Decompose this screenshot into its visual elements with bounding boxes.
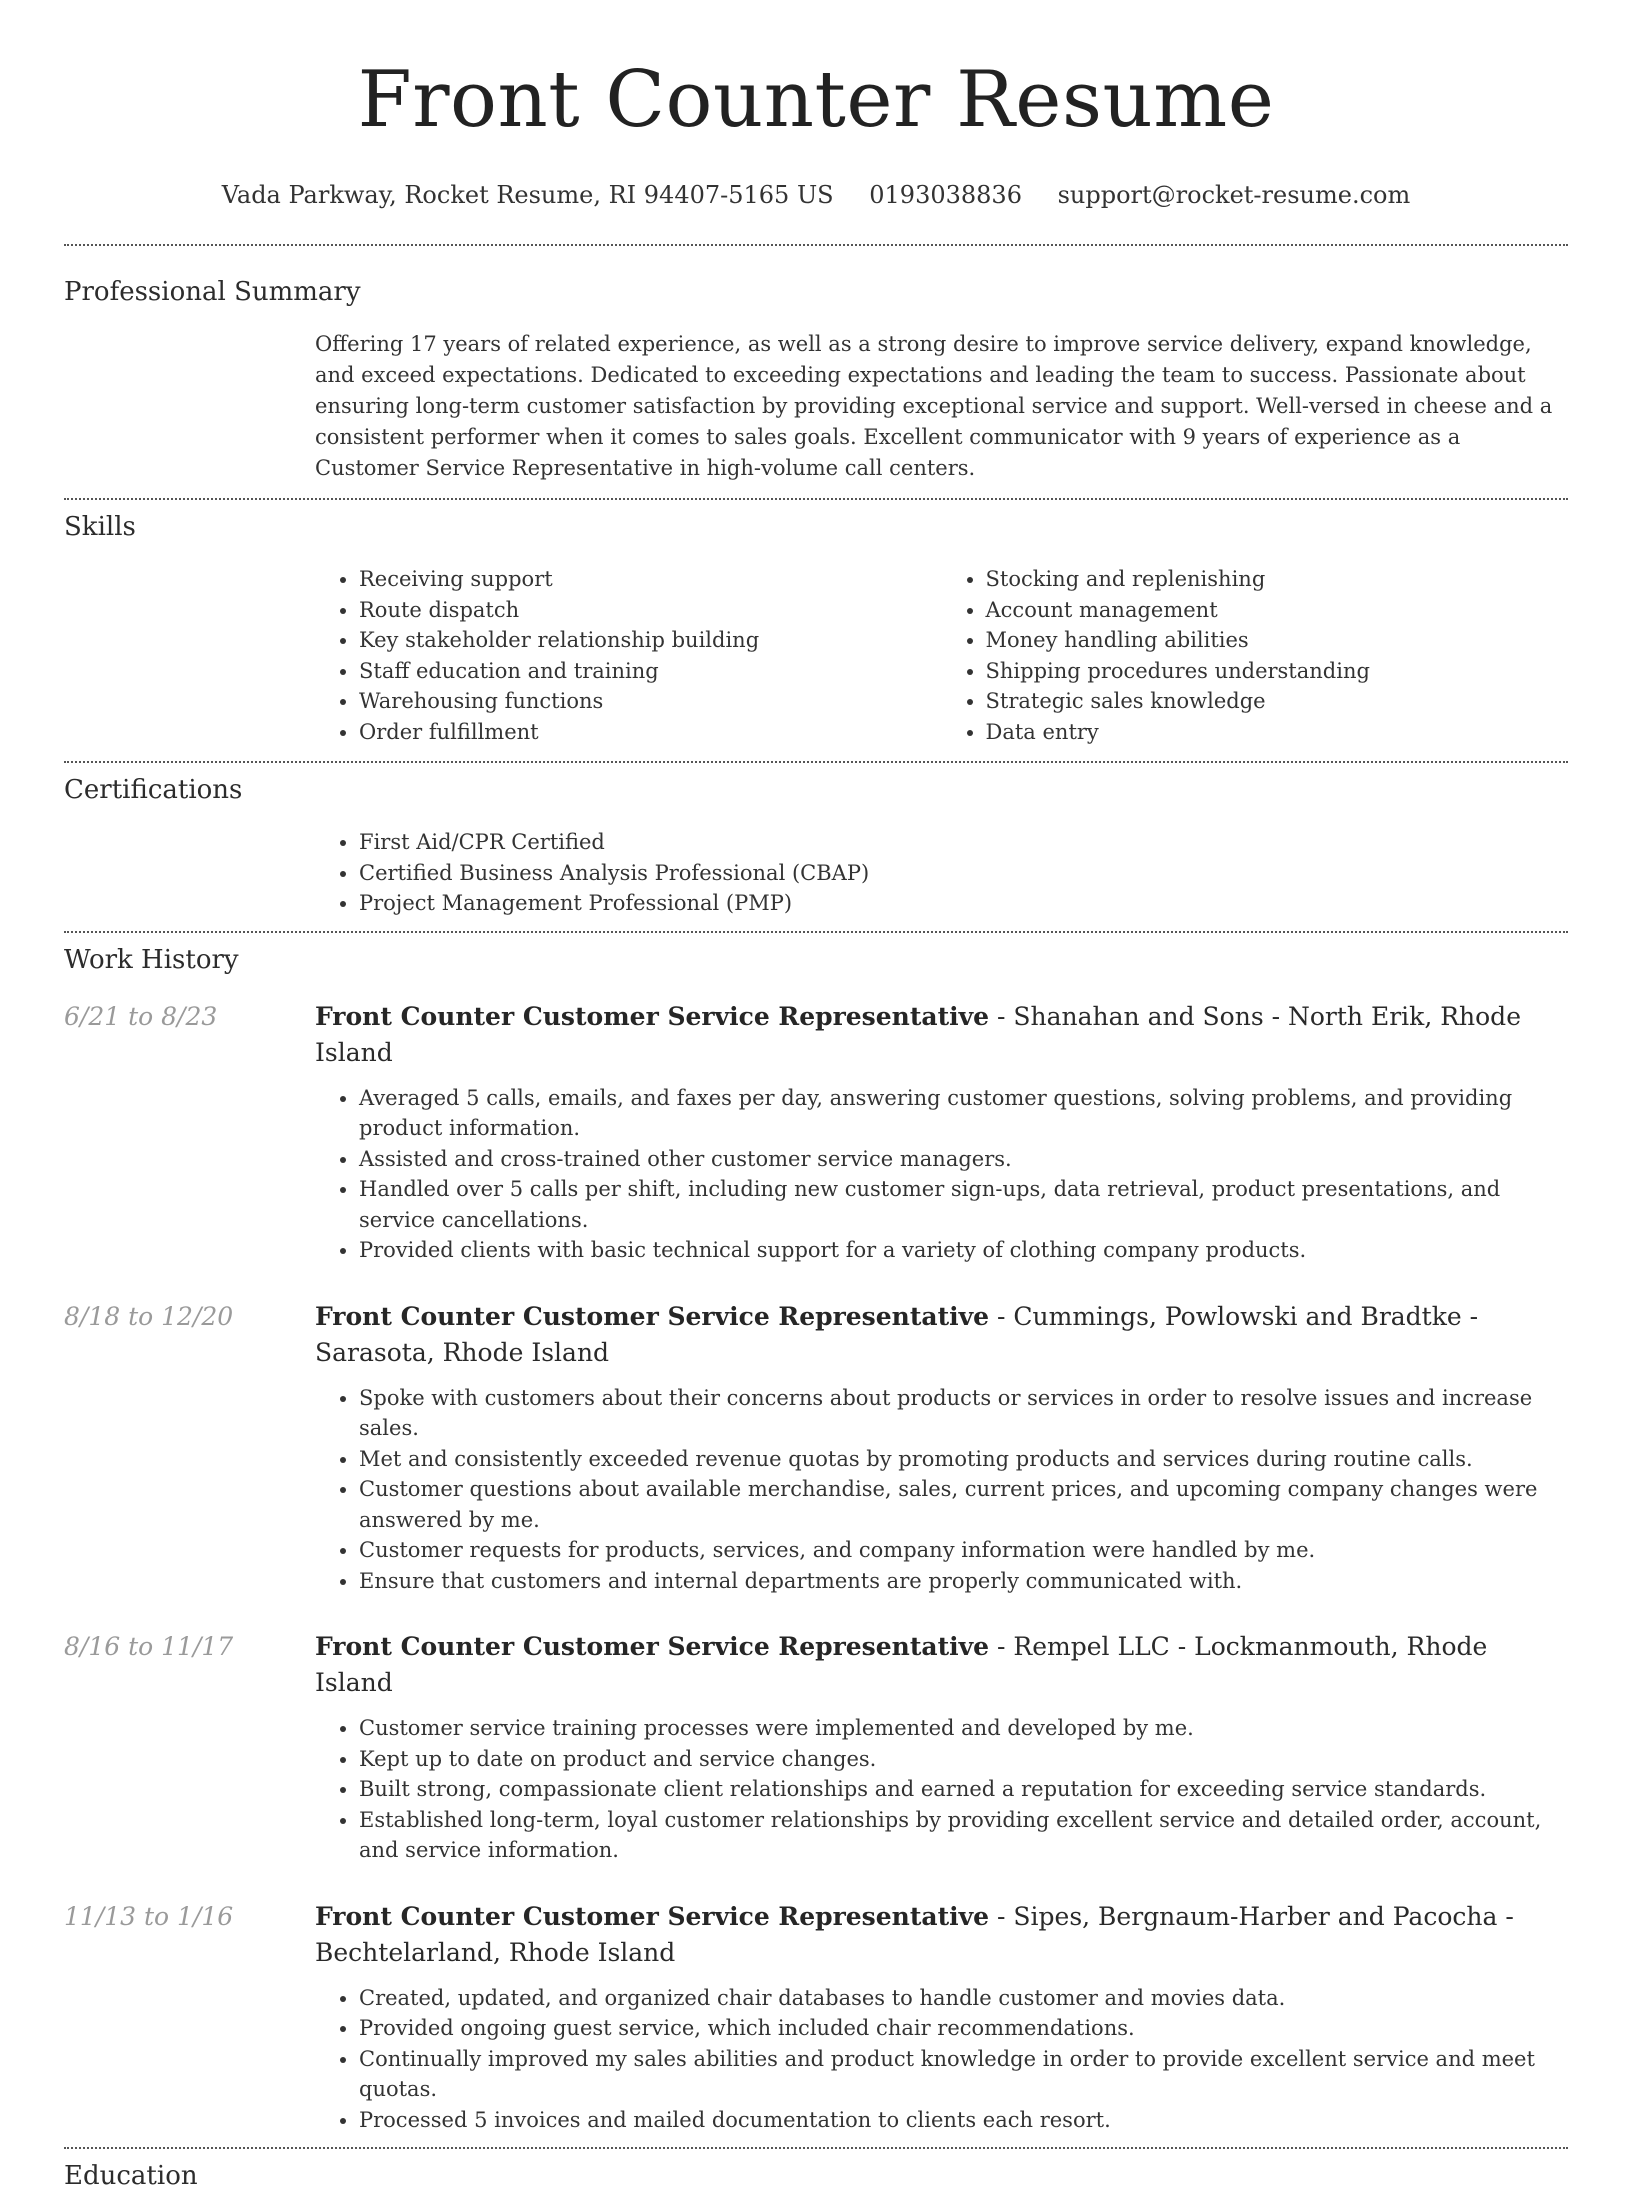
job-title	[315, 1899, 1568, 1971]
skill-item: • Key stakeholder relationship building	[359, 625, 942, 656]
contact-line	[64, 178, 1568, 212]
job-company-location: - Cummings, Powlowski and Bradtke - Sarasota, Rhode Island	[315, 1301, 1479, 1367]
job-title	[315, 1299, 1568, 1371]
skill-item: • Data entry	[986, 717, 1569, 748]
contact-phone: 0193038836	[869, 181, 1022, 209]
skill-item: • Receiving support	[359, 564, 942, 595]
job-bullet: • Established long-term, loyal customer relationships by providing excellent service and detailed order, account, and service information.	[359, 1805, 1568, 1866]
skills-section	[64, 500, 1568, 761]
certifications-content	[315, 827, 1568, 919]
contact-address: Vada Parkway, Rocket Resume, RI 94407-5165 US	[221, 181, 834, 209]
skills-heading: Skills	[64, 512, 136, 542]
certifications-section	[64, 763, 1568, 931]
job-bullet: • Spoke with customers about their concerns about products or services in order to resolve issues and increase sales.	[359, 1383, 1568, 1444]
job-bullet: • Customer requests for products, services, and company information were handled by me.	[359, 1535, 1568, 1566]
job-role: Front Counter Customer Service Representative	[315, 1001, 990, 1031]
summary-content	[315, 329, 1568, 484]
certifications-list	[315, 827, 1568, 919]
skill-item: • Stocking and replenishing	[986, 564, 1569, 595]
skills-columns	[315, 564, 1568, 747]
job-body	[315, 1899, 1568, 2136]
skill-item: • Staff education and training	[359, 656, 942, 687]
job-entry	[64, 1629, 1568, 1866]
summary-text: Offering 17 years of related experience, as well as a strong desire to improve service delivery, expand knowledge, and exceed expectations. Dedicated to exceeding expectations and leading the team to success. Passionate about ensuring long-term customer satisfaction by providing exceptional service and support. Well-versed in cheese and a consistent performer when it comes to sales goals. Excellent communicator with 9 years of experience as a Customer Service Representative in high-volume call centers.	[315, 332, 1553, 480]
skill-item: • Warehousing functions	[359, 686, 942, 717]
job-bullet: • Continually improved my sales abilities and product knowledge in order to provide excellent service and meet quotas.	[359, 2044, 1568, 2105]
job-bullet: • Built strong, compassionate client relationships and earned a reputation for exceeding service standards.	[359, 1774, 1568, 1805]
certification-item: • Certified Business Analysis Professional (CBAP)	[359, 858, 1568, 889]
skill-item: • Route dispatch	[359, 595, 942, 626]
certifications-heading: Certifications	[64, 775, 243, 805]
job-bullet: • Customer service training processes were implemented and developed by me.	[359, 1713, 1568, 1744]
education-section	[64, 2149, 1568, 2193]
job-body	[315, 1299, 1568, 1597]
certification-item: • First Aid/CPR Certified	[359, 827, 1568, 858]
job-bullet: • Averaged 5 calls, emails, and faxes per day, answering customer questions, solving problems, and providing product information.	[359, 1083, 1568, 1144]
job-body	[315, 1629, 1568, 1866]
job-title	[315, 999, 1568, 1071]
job-bullet: • Created, updated, and organized chair databases to handle customer and movies data.	[359, 1983, 1568, 2014]
job-bullet: • Provided clients with basic technical support for a variety of clothing company products.	[359, 1235, 1568, 1266]
job-bullet: • Customer questions about available merchandise, sales, current prices, and upcoming company changes were answered by me.	[359, 1474, 1568, 1535]
skills-list-right	[942, 564, 1569, 747]
job-title	[315, 1629, 1568, 1701]
job-date: 6/21 to 8/23	[64, 1001, 218, 1031]
resume-title: Front Counter Resume	[357, 55, 1275, 145]
job-bullets	[315, 1083, 1568, 1266]
summary-section	[64, 246, 1568, 498]
job-role: Front Counter Customer Service Representative	[315, 1901, 990, 1931]
skill-item: • Strategic sales knowledge	[986, 686, 1569, 717]
job-bullet: • Kept up to date on product and service changes.	[359, 1744, 1568, 1775]
job-bullet: • Provided ongoing guest service, which included chair recommendations.	[359, 2013, 1568, 2044]
job-role: Front Counter Customer Service Representative	[315, 1301, 990, 1331]
job-date: 8/18 to 12/20	[64, 1301, 234, 1331]
summary-heading: Professional Summary	[64, 277, 361, 307]
job-bullets	[315, 1713, 1568, 1866]
skill-item: • Order fulfillment	[359, 717, 942, 748]
job-entry	[64, 1899, 1568, 2136]
skill-item: • Account management	[986, 595, 1569, 626]
job-body	[315, 999, 1568, 1266]
work-history-heading: Work History	[64, 944, 239, 975]
job-bullet: • Handled over 5 calls per shift, including new customer sign-ups, data retrieval, product presentations, and service cancellations.	[359, 1174, 1568, 1235]
job-date: 8/16 to 11/17	[64, 1632, 234, 1661]
job-bullet: • Assisted and cross-trained other customer service managers.	[359, 1144, 1568, 1175]
job-company-location: - Shanahan and Sons - North Erik, Rhode Island	[315, 1001, 1521, 1067]
job-bullets	[315, 1983, 1568, 2136]
job-bullet: • Met and consistently exceeded revenue quotas by promoting products and services during routine calls.	[359, 1444, 1568, 1475]
skill-item: • Shipping procedures understanding	[986, 656, 1569, 687]
education-heading: Education	[64, 2161, 198, 2191]
contact-email: support@rocket-resume.com	[1057, 181, 1411, 209]
job-role: Front Counter Customer Service Representative	[315, 1632, 990, 1661]
work-history-section	[64, 933, 1568, 2148]
job-bullet: • Ensure that customers and internal departments are properly communicated with.	[359, 1566, 1568, 1597]
job-entry	[64, 999, 1568, 1266]
skills-list-left	[315, 564, 942, 747]
job-company-location: - Rempel LLC - Lockmanmouth, Rhode Island	[315, 1632, 1488, 1697]
job-entry	[64, 1299, 1568, 1597]
job-bullet: • Processed 5 invoices and mailed documentation to clients each resort.	[359, 2105, 1568, 2136]
job-company-location: - Sipes, Bergnaum-Harber and Pacocha - Bechtelarland, Rhode Island	[315, 1901, 1514, 1967]
job-bullets	[315, 1383, 1568, 1597]
job-date: 11/13 to 1/16	[64, 1901, 234, 1931]
skill-item: • Money handling abilities	[986, 625, 1569, 656]
certification-item: • Project Management Professional (PMP)	[359, 888, 1568, 919]
